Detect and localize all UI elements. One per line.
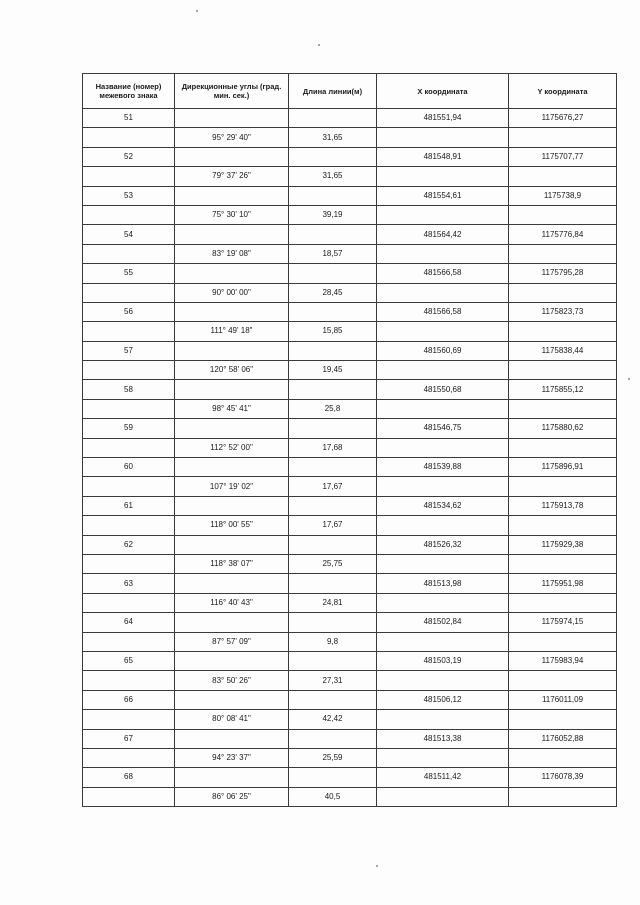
- table-row: [83, 554, 617, 573]
- table-row: [83, 710, 617, 729]
- table-row: [83, 729, 617, 748]
- scan-speck: [196, 10, 198, 12]
- empty-cell: [289, 651, 377, 670]
- line-length: 18,57: [289, 244, 377, 263]
- empty-cell: [289, 380, 377, 399]
- direction-angle: 118° 00' 55": [175, 516, 289, 535]
- empty-cell: [509, 748, 617, 767]
- x-coordinate: 481539,88: [377, 458, 509, 477]
- line-length: 17,67: [289, 516, 377, 535]
- empty-cell: [377, 554, 509, 573]
- line-length: 25,59: [289, 748, 377, 767]
- empty-cell: [289, 535, 377, 554]
- line-length: 17,68: [289, 438, 377, 457]
- line-length: 27,31: [289, 671, 377, 690]
- empty-cell: [175, 341, 289, 360]
- table-row: [83, 264, 617, 283]
- y-coordinate: 1175795,28: [509, 264, 617, 283]
- empty-cell: [289, 768, 377, 787]
- empty-cell: [377, 748, 509, 767]
- x-coordinate: 481511,42: [377, 768, 509, 787]
- empty-cell: [175, 690, 289, 709]
- direction-angle: 112° 52' 00": [175, 438, 289, 457]
- point-name: 53: [83, 186, 175, 205]
- x-coordinate: 481526,32: [377, 535, 509, 554]
- point-name: 68: [83, 768, 175, 787]
- line-length: 40,5: [289, 787, 377, 806]
- empty-cell: [509, 554, 617, 573]
- point-name: 57: [83, 341, 175, 360]
- line-length: 15,85: [289, 322, 377, 341]
- table-header: [83, 74, 617, 109]
- empty-cell: [509, 167, 617, 186]
- y-coordinate: 1175880,62: [509, 419, 617, 438]
- line-length: 24,81: [289, 593, 377, 612]
- y-coordinate: 1175738,9: [509, 186, 617, 205]
- empty-cell: [83, 244, 175, 263]
- empty-cell: [83, 128, 175, 147]
- table-row: [83, 302, 617, 321]
- table-row: [83, 787, 617, 806]
- point-name: 60: [83, 458, 175, 477]
- empty-cell: [83, 361, 175, 380]
- line-length: 19,45: [289, 361, 377, 380]
- x-coordinate: 481503,19: [377, 651, 509, 670]
- empty-cell: [175, 496, 289, 515]
- table-row: [83, 225, 617, 244]
- table-row: [83, 477, 617, 496]
- line-length: 28,45: [289, 283, 377, 302]
- empty-cell: [509, 205, 617, 224]
- y-coordinate: 1176052,88: [509, 729, 617, 748]
- table-row: [83, 535, 617, 554]
- empty-cell: [509, 516, 617, 535]
- empty-cell: [377, 787, 509, 806]
- table-row: [83, 516, 617, 535]
- empty-cell: [175, 458, 289, 477]
- header-row: [83, 74, 617, 109]
- x-coordinate: 481550,68: [377, 380, 509, 399]
- empty-cell: [377, 283, 509, 302]
- table-row: [83, 283, 617, 302]
- empty-cell: [377, 438, 509, 457]
- y-coordinate: 1175707,77: [509, 147, 617, 166]
- point-name: 54: [83, 225, 175, 244]
- empty-cell: [289, 186, 377, 205]
- line-length: 39,19: [289, 205, 377, 224]
- direction-angle: 116° 40' 43": [175, 593, 289, 612]
- table-row: [83, 341, 617, 360]
- empty-cell: [289, 496, 377, 515]
- header-direction-angle: Дирекционные углы (град. мин. сек.): [175, 74, 289, 109]
- empty-cell: [289, 613, 377, 632]
- empty-cell: [289, 109, 377, 128]
- point-name: 59: [83, 419, 175, 438]
- empty-cell: [509, 632, 617, 651]
- empty-cell: [83, 710, 175, 729]
- table-row: [83, 419, 617, 438]
- line-length: 31,65: [289, 128, 377, 147]
- table-body: [83, 109, 617, 807]
- line-length: 25,75: [289, 554, 377, 573]
- scan-speck: [628, 378, 630, 380]
- empty-cell: [377, 710, 509, 729]
- table-row: [83, 147, 617, 166]
- table-row: [83, 128, 617, 147]
- empty-cell: [377, 244, 509, 263]
- y-coordinate: 1175838,44: [509, 341, 617, 360]
- empty-cell: [175, 613, 289, 632]
- empty-cell: [83, 516, 175, 535]
- empty-cell: [289, 690, 377, 709]
- empty-cell: [509, 593, 617, 612]
- y-coordinate: 1176011,09: [509, 690, 617, 709]
- table-row: [83, 361, 617, 380]
- table-row: [83, 438, 617, 457]
- empty-cell: [289, 458, 377, 477]
- point-name: 67: [83, 729, 175, 748]
- table-row: [83, 244, 617, 263]
- direction-angle: 75° 30' 10": [175, 205, 289, 224]
- empty-cell: [377, 322, 509, 341]
- empty-cell: [289, 341, 377, 360]
- empty-cell: [83, 399, 175, 418]
- point-name: 56: [83, 302, 175, 321]
- empty-cell: [377, 516, 509, 535]
- empty-cell: [289, 729, 377, 748]
- point-name: 63: [83, 574, 175, 593]
- line-length: 42,42: [289, 710, 377, 729]
- direction-angle: 120° 58' 06": [175, 361, 289, 380]
- empty-cell: [83, 205, 175, 224]
- empty-cell: [289, 419, 377, 438]
- x-coordinate: 481551,94: [377, 109, 509, 128]
- table-row: [83, 322, 617, 341]
- empty-cell: [83, 167, 175, 186]
- table-row: [83, 574, 617, 593]
- empty-cell: [509, 361, 617, 380]
- line-length: 9,8: [289, 632, 377, 651]
- y-coordinate: 1175913,78: [509, 496, 617, 515]
- direction-angle: 79° 37' 26": [175, 167, 289, 186]
- empty-cell: [377, 361, 509, 380]
- direction-angle: 111° 49' 18": [175, 322, 289, 341]
- empty-cell: [83, 593, 175, 612]
- empty-cell: [83, 283, 175, 302]
- direction-angle: 98° 45' 41": [175, 399, 289, 418]
- point-name: 58: [83, 380, 175, 399]
- table-row: [83, 613, 617, 632]
- empty-cell: [289, 225, 377, 244]
- empty-cell: [289, 147, 377, 166]
- empty-cell: [509, 244, 617, 263]
- y-coordinate: 1175951,98: [509, 574, 617, 593]
- header-line-length: Длина линии(м): [289, 74, 377, 109]
- table-row: [83, 380, 617, 399]
- table-row: [83, 167, 617, 186]
- empty-cell: [175, 768, 289, 787]
- y-coordinate: 1175896,91: [509, 458, 617, 477]
- direction-angle: 83° 50' 26": [175, 671, 289, 690]
- x-coordinate: 481502,84: [377, 613, 509, 632]
- point-name: 66: [83, 690, 175, 709]
- empty-cell: [83, 632, 175, 651]
- direction-angle: 107° 19' 02": [175, 477, 289, 496]
- empty-cell: [175, 574, 289, 593]
- empty-cell: [289, 302, 377, 321]
- empty-cell: [175, 419, 289, 438]
- empty-cell: [377, 399, 509, 418]
- direction-angle: 94° 23' 37": [175, 748, 289, 767]
- table-row: [83, 186, 617, 205]
- empty-cell: [83, 787, 175, 806]
- table-row: [83, 458, 617, 477]
- direction-angle: 86° 06' 25": [175, 787, 289, 806]
- x-coordinate: 481548,91: [377, 147, 509, 166]
- empty-cell: [509, 477, 617, 496]
- point-name: 51: [83, 109, 175, 128]
- empty-cell: [509, 438, 617, 457]
- direction-angle: 95° 29' 40": [175, 128, 289, 147]
- x-coordinate: 481564,42: [377, 225, 509, 244]
- empty-cell: [175, 186, 289, 205]
- empty-cell: [83, 477, 175, 496]
- empty-cell: [377, 632, 509, 651]
- y-coordinate: 1175823,73: [509, 302, 617, 321]
- point-name: 52: [83, 147, 175, 166]
- empty-cell: [377, 128, 509, 147]
- point-name: 64: [83, 613, 175, 632]
- direction-angle: 80° 08' 41": [175, 710, 289, 729]
- empty-cell: [175, 535, 289, 554]
- empty-cell: [377, 671, 509, 690]
- empty-cell: [175, 264, 289, 283]
- empty-cell: [175, 109, 289, 128]
- empty-cell: [175, 302, 289, 321]
- direction-angle: 83° 19' 08": [175, 244, 289, 263]
- y-coordinate: 1175929,38: [509, 535, 617, 554]
- y-coordinate: 1175974,15: [509, 613, 617, 632]
- table-row: [83, 109, 617, 128]
- empty-cell: [175, 380, 289, 399]
- table-row: [83, 671, 617, 690]
- direction-angle: 118° 38' 07": [175, 554, 289, 573]
- y-coordinate: 1175776,84: [509, 225, 617, 244]
- empty-cell: [83, 438, 175, 457]
- x-coordinate: 481513,98: [377, 574, 509, 593]
- table-row: [83, 690, 617, 709]
- empty-cell: [175, 651, 289, 670]
- empty-cell: [509, 128, 617, 147]
- empty-cell: [509, 283, 617, 302]
- empty-cell: [83, 554, 175, 573]
- table-row: [83, 399, 617, 418]
- line-length: 25,8: [289, 399, 377, 418]
- y-coordinate: 1175676,27: [509, 109, 617, 128]
- x-coordinate: 481566,58: [377, 302, 509, 321]
- boundary-coordinates-table: [82, 73, 617, 807]
- x-coordinate: 481534,62: [377, 496, 509, 515]
- empty-cell: [175, 225, 289, 244]
- line-length: 31,65: [289, 167, 377, 186]
- table-row: [83, 768, 617, 787]
- empty-cell: [377, 477, 509, 496]
- empty-cell: [83, 748, 175, 767]
- empty-cell: [83, 322, 175, 341]
- y-coordinate: 1175983,94: [509, 651, 617, 670]
- header-x-coordinate: X координата: [377, 74, 509, 109]
- empty-cell: [175, 147, 289, 166]
- empty-cell: [289, 264, 377, 283]
- empty-cell: [509, 787, 617, 806]
- scan-speck: [376, 865, 378, 867]
- empty-cell: [377, 205, 509, 224]
- empty-cell: [175, 729, 289, 748]
- x-coordinate: 481566,58: [377, 264, 509, 283]
- x-coordinate: 481560,69: [377, 341, 509, 360]
- empty-cell: [509, 671, 617, 690]
- y-coordinate: 1175855,12: [509, 380, 617, 399]
- line-length: 17,67: [289, 477, 377, 496]
- empty-cell: [377, 593, 509, 612]
- empty-cell: [509, 399, 617, 418]
- y-coordinate: 1176078,39: [509, 768, 617, 787]
- empty-cell: [377, 167, 509, 186]
- table-row: [83, 748, 617, 767]
- table-row: [83, 593, 617, 612]
- point-name: 65: [83, 651, 175, 670]
- header-point-name: Название (номер) межевого знака: [83, 74, 175, 109]
- x-coordinate: 481506,12: [377, 690, 509, 709]
- x-coordinate: 481513,38: [377, 729, 509, 748]
- table-row: [83, 632, 617, 651]
- point-name: 62: [83, 535, 175, 554]
- empty-cell: [83, 671, 175, 690]
- scan-speck: [318, 44, 320, 46]
- point-name: 61: [83, 496, 175, 515]
- direction-angle: 87° 57' 09": [175, 632, 289, 651]
- empty-cell: [509, 322, 617, 341]
- direction-angle: 90° 00' 00": [175, 283, 289, 302]
- table-row: [83, 496, 617, 515]
- table-row: [83, 205, 617, 224]
- table-row: [83, 651, 617, 670]
- empty-cell: [289, 574, 377, 593]
- x-coordinate: 481554,61: [377, 186, 509, 205]
- point-name: 55: [83, 264, 175, 283]
- empty-cell: [509, 710, 617, 729]
- x-coordinate: 481546,75: [377, 419, 509, 438]
- header-y-coordinate: Y координата: [509, 74, 617, 109]
